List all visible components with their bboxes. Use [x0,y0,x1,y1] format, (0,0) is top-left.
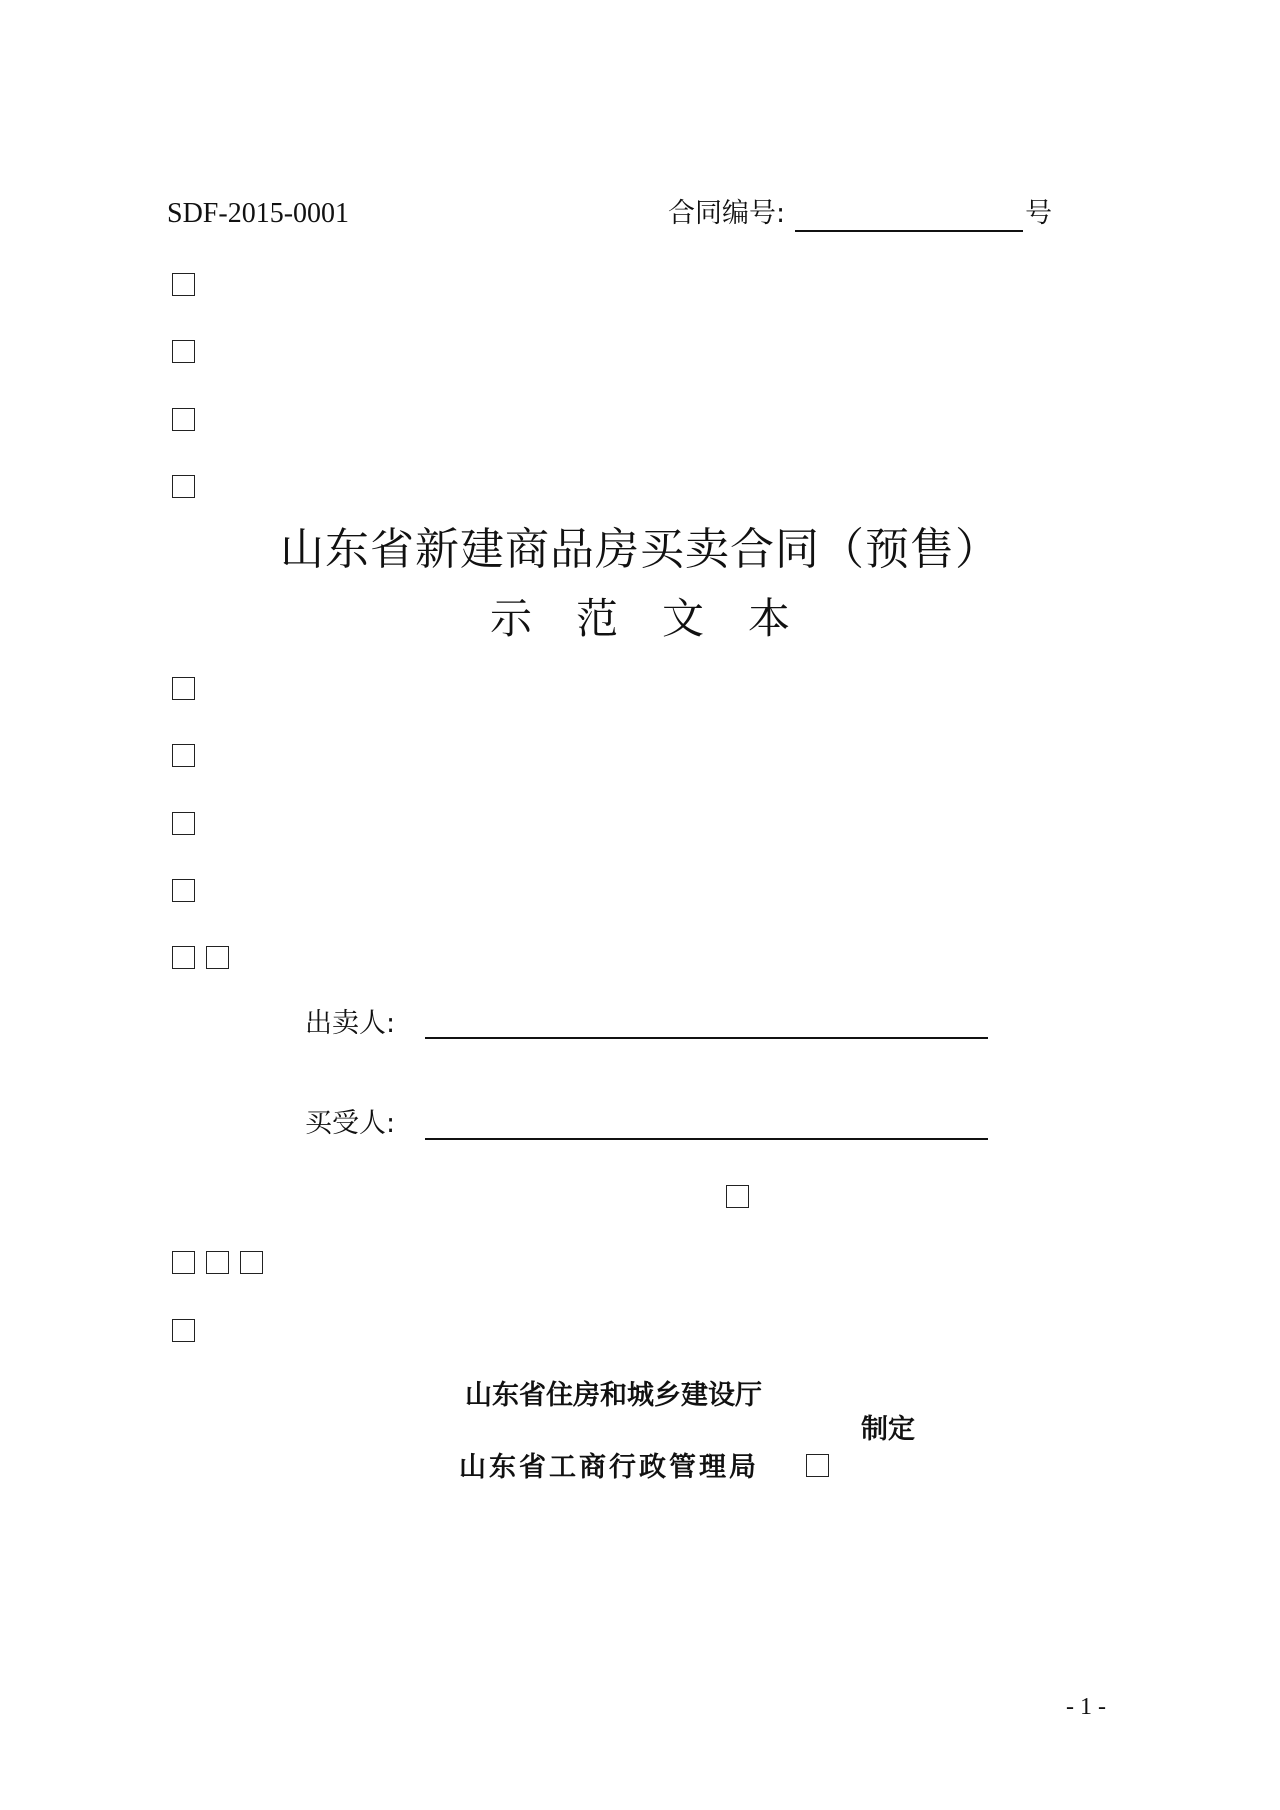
placeholder-box [172,744,195,767]
placeholder-box [726,1185,749,1208]
seller-input-line[interactable] [425,1037,988,1039]
placeholder-box [172,946,195,969]
placeholder-box [172,1251,195,1274]
contract-number-row [668,196,1052,232]
issuer-housing-department: 山东省住房和城乡建设厅 [465,1380,762,1411]
contract-number-blank[interactable] [795,202,1023,232]
buyer-input-line[interactable] [425,1138,988,1140]
placeholder-box [240,1251,263,1274]
document-code: SDF-2015-0001 [167,198,350,229]
placeholder-box [172,408,195,431]
placeholder-box [172,1319,195,1342]
document-subtitle: 示范文本 [489,594,834,643]
placeholder-box [172,273,195,296]
issuer-commerce-bureau: 山东省工商行政管理局 [459,1452,759,1483]
contract-number-suffix: 号 [1025,198,1053,229]
document-title: 山东省新建商品房买卖合同（预售） [280,524,1000,575]
buyer-label: 买受人: [305,1108,396,1139]
placeholder-box [806,1454,829,1477]
placeholder-box [172,475,195,498]
placeholder-box [172,879,195,902]
contract-number-label: 合同编号: [668,198,786,229]
placeholder-box [206,1251,229,1274]
issuer-action: 制定 [861,1414,915,1445]
placeholder-box [172,340,195,363]
page-number: - 1 - [1066,1694,1106,1720]
seller-label: 出卖人: [305,1008,396,1039]
placeholder-box [206,946,229,969]
placeholder-box [172,677,195,700]
placeholder-box [172,812,195,835]
